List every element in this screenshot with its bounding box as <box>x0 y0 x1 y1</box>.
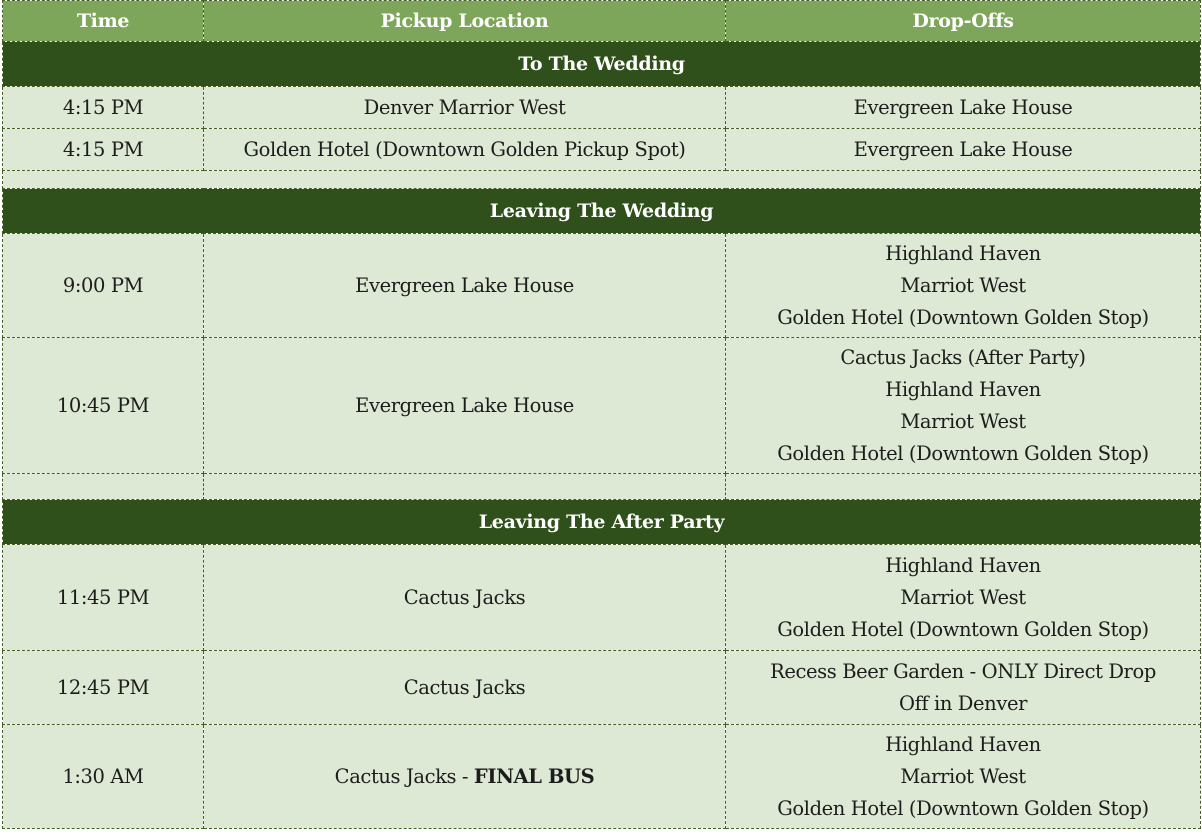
row-time: 9:00 PM <box>3 234 204 338</box>
dropoff-line: Golden Hotel (Downtown Golden Stop) <box>777 305 1149 329</box>
row-dropoffs <box>726 338 1201 474</box>
row-pickup: Golden Hotel (Downtown Golden Pickup Spot) <box>204 129 726 171</box>
spacer-cell <box>3 171 1201 189</box>
spacer-cell <box>726 474 1201 500</box>
dropoff-line: Highland Haven <box>885 377 1041 401</box>
spacer-row <box>3 171 1201 189</box>
row-dropoffs <box>726 129 1201 171</box>
table-row <box>3 725 1201 829</box>
row-time: 10:45 PM <box>3 338 204 474</box>
dropoff-line: Cactus Jacks (After Party) <box>840 345 1086 369</box>
table-row <box>3 234 1201 338</box>
table-row <box>3 87 1201 129</box>
dropoff-line: Marriot West <box>900 273 1026 297</box>
section-header-to-wedding <box>3 42 1201 87</box>
row-pickup: Evergreen Lake House <box>204 338 726 474</box>
row-dropoffs <box>726 545 1201 651</box>
table-row <box>3 545 1201 651</box>
dropoff-line: Golden Hotel (Downtown Golden Stop) <box>777 441 1149 465</box>
dropoff-line: Marriot West <box>900 764 1026 788</box>
row-pickup: Cactus Jacks <box>204 545 726 651</box>
dropoff-line: Marriot West <box>900 585 1026 609</box>
table-header-row <box>3 1 1201 42</box>
row-dropoffs <box>726 234 1201 338</box>
dropoff-line: Off in Denver <box>898 691 1028 715</box>
table-row <box>3 651 1201 725</box>
row-dropoffs <box>726 725 1201 829</box>
row-pickup <box>204 725 726 829</box>
table-row <box>3 338 1201 474</box>
row-time: 4:15 PM <box>3 129 204 171</box>
header-pickup-location: Pickup Location <box>204 1 726 42</box>
row-time: 11:45 PM <box>3 545 204 651</box>
dropoff-line: Evergreen Lake House <box>853 137 1073 161</box>
row-dropoffs <box>726 651 1201 725</box>
row-pickup: Evergreen Lake House <box>204 234 726 338</box>
section-title: Leaving The Wedding <box>3 189 1201 234</box>
dropoff-line: Recess Beer Garden - ONLY Direct Drop <box>770 659 1156 683</box>
dropoff-line: Evergreen Lake House <box>853 95 1073 119</box>
dropoff-line: Highland Haven <box>885 553 1041 577</box>
section-title: Leaving The After Party <box>3 500 1201 545</box>
section-title: To The Wedding <box>3 42 1201 87</box>
section-header-leaving-wedding <box>3 189 1201 234</box>
header-time: Time <box>3 1 204 42</box>
row-time: 1:30 AM <box>3 725 204 829</box>
dropoff-line: Marriot West <box>900 409 1026 433</box>
pickup-text: Cactus Jacks - <box>334 764 474 788</box>
row-pickup: Denver Marrior West <box>204 87 726 129</box>
dropoff-line: Golden Hotel (Downtown Golden Stop) <box>777 617 1149 641</box>
spacer-cell <box>204 474 726 500</box>
shuttle-schedule-table <box>2 0 1201 829</box>
table-row <box>3 129 1201 171</box>
section-header-leaving-after-party <box>3 500 1201 545</box>
dropoff-line: Highland Haven <box>885 732 1041 756</box>
final-bus-label: FINAL BUS <box>473 764 595 788</box>
row-dropoffs <box>726 87 1201 129</box>
row-pickup: Cactus Jacks <box>204 651 726 725</box>
row-time: 12:45 PM <box>3 651 204 725</box>
spacer-row <box>3 474 1201 500</box>
spacer-cell <box>3 474 204 500</box>
header-drop-offs: Drop-Offs <box>726 1 1201 42</box>
dropoff-line: Highland Haven <box>885 241 1041 265</box>
row-time: 4:15 PM <box>3 87 204 129</box>
dropoff-line: Golden Hotel (Downtown Golden Stop) <box>777 796 1149 820</box>
